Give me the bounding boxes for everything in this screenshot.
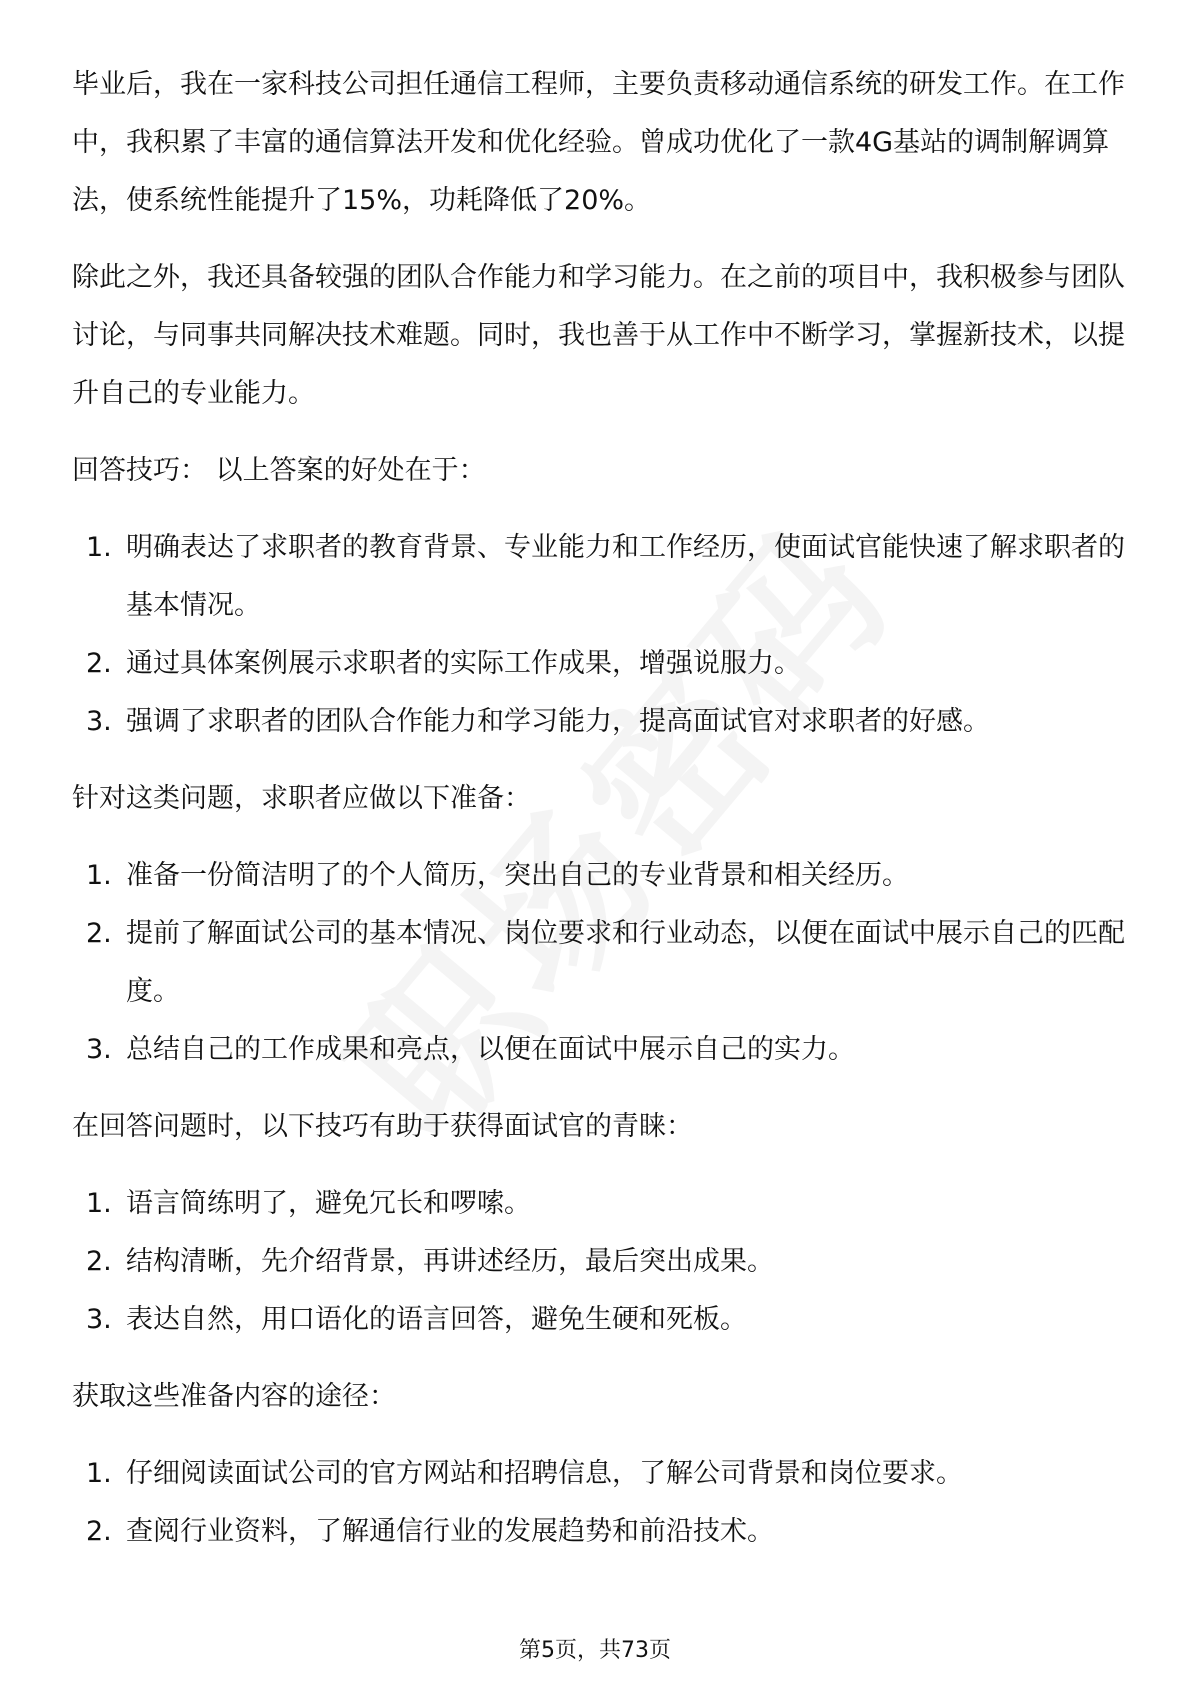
list-item: 2. 通过具体案例展示求职者的实际工作成果，增强说服力。 xyxy=(86,648,801,679)
numbered-list xyxy=(72,847,1132,1079)
paragraph: 毕业后，我在一家科技公司担任通信工程师，主要负责移动通信系统的研发工作。在工作中，我积累了丰富的通信算法开发和优化经验。曾成功优化了一款4G基站的调制解调算法，使系统性能提升了15%，功耗降低了20%。 xyxy=(72,69,1125,216)
list-item: 3. 总结自己的工作成果和亮点，以便在面试中展示自己的实力。 xyxy=(86,1034,855,1065)
list-item: 1. 明确表达了求职者的教育背景、专业能力和工作经历，使面试官能快速了解求职者的基本情况。 xyxy=(86,532,1125,621)
list-item-text: 提前了解面试公司的基本情况、岗位要求和行业动态，以便在面试中展示自己的匹配度。 xyxy=(126,918,1125,1007)
numbered-list xyxy=(72,1445,1132,1561)
list-item-text: 明确表达了求职者的教育背景、专业能力和工作经历，使面试官能快速了解求职者的基本情况。 xyxy=(126,532,1125,621)
list-item: 2. 结构清晰，先介绍背景，再讲述经历，最后突出成果。 xyxy=(86,1246,774,1277)
section-heading: 获取这些准备内容的途径： xyxy=(72,1381,396,1412)
list-item-text: 仔细阅读面试公司的官方网站和招聘信息，了解公司背景和岗位要求。 xyxy=(126,1458,963,1489)
list-item-text: 准备一份简洁明了的个人简历，突出自己的专业背景和相关经历。 xyxy=(126,860,909,891)
section-heading: 回答技巧： 以上答案的好处在于： xyxy=(72,455,486,486)
list-item-text: 强调了求职者的团队合作能力和学习能力，提高面试官对求职者的好感。 xyxy=(126,706,990,737)
list-item-text: 语言简练明了，避免冗长和啰嗦。 xyxy=(126,1188,531,1219)
list-item: 1. 准备一份简洁明了的个人简历，突出自己的专业背景和相关经历。 xyxy=(86,860,909,891)
list-item-text: 查阅行业资料，了解通信行业的发展趋势和前沿技术。 xyxy=(126,1516,774,1547)
list-item: 1. 语言简练明了，避免冗长和啰嗦。 xyxy=(86,1188,531,1219)
list-item: 2. 提前了解面试公司的基本情况、岗位要求和行业动态，以便在面试中展示自己的匹配度。 xyxy=(86,918,1125,1007)
page-number: 第5页，共73页 xyxy=(519,1638,671,1663)
list-item-text: 表达自然，用口语化的语言回答，避免生硬和死板。 xyxy=(126,1304,747,1335)
list-item-text: 通过具体案例展示求职者的实际工作成果，增强说服力。 xyxy=(126,648,801,679)
list-item: 3. 表达自然，用口语化的语言回答，避免生硬和死板。 xyxy=(86,1304,747,1335)
numbered-list xyxy=(72,519,1132,751)
list-item: 3. 强调了求职者的团队合作能力和学习能力，提高面试官对求职者的好感。 xyxy=(86,706,990,737)
numbered-list xyxy=(72,1175,1132,1349)
list-item: 1. 仔细阅读面试公司的官方网站和招聘信息，了解公司背景和岗位要求。 xyxy=(86,1458,963,1489)
list-item-text: 总结自己的工作成果和亮点，以便在面试中展示自己的实力。 xyxy=(126,1034,855,1065)
section-heading: 在回答问题时，以下技巧有助于获得面试官的青睐： xyxy=(72,1111,693,1142)
section-heading: 针对这类问题，求职者应做以下准备： xyxy=(72,783,531,814)
document-body xyxy=(72,56,1132,1561)
list-item-text: 结构清晰，先介绍背景，再讲述经历，最后突出成果。 xyxy=(126,1246,774,1277)
list-item: 2. 查阅行业资料，了解通信行业的发展趋势和前沿技术。 xyxy=(86,1516,774,1547)
paragraph: 除此之外，我还具备较强的团队合作能力和学习能力。在之前的项目中，我积极参与团队讨论，与同事共同解决技术难题。同时，我也善于从工作中不断学习，掌握新技术，以提升自己的专业能力。 xyxy=(72,262,1125,409)
